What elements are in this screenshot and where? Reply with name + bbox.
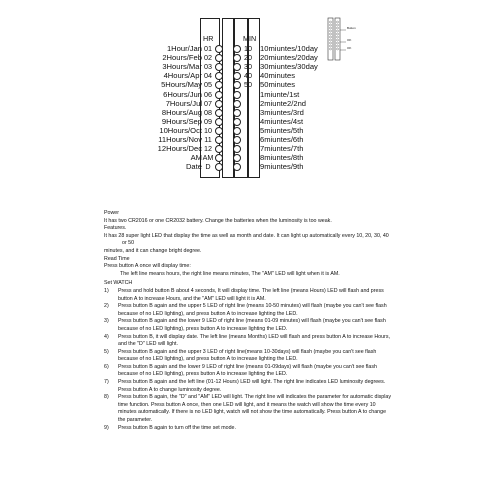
right-label: 7miuntes/7th <box>260 144 304 154</box>
hr-code: 04 <box>204 71 212 81</box>
step-line: Press button B again and the lower 9 LED of right line (means 01-09days) will flash (maybe you can't see flash <box>118 363 377 370</box>
step-line: because of no LED lighting), press button A to increase lighting the LED. <box>118 325 288 332</box>
hr-led <box>215 118 223 126</box>
left-label: 1Hour/Jan <box>166 44 202 53</box>
min-led <box>233 118 241 126</box>
step-line: Press button B, it will display date. The left line (means Months) LED will flash and press button A to increase Hours, <box>118 333 390 340</box>
step-body <box>118 334 474 349</box>
step-body <box>118 425 474 433</box>
right-label: 3miuntes/3rd <box>260 107 304 117</box>
min-header: MIN <box>243 34 257 43</box>
features-body1: It has 28 super light LED that display the time as well as month and date. It can light up automatically every 10, 20, 30, 40 <box>104 232 389 239</box>
min-code: 40 <box>244 71 252 81</box>
led-diagram <box>0 0 480 200</box>
step-number: 6) <box>104 363 109 370</box>
hr-led <box>215 127 223 135</box>
setwatch-heading: Set WATCH <box>104 280 133 287</box>
hr-code: 10 <box>204 125 212 135</box>
step-number: 4) <box>104 333 109 340</box>
right-label: 20miuntes/20day <box>260 53 318 63</box>
right-label: 40minutes <box>260 71 296 81</box>
left-label: 7Hours/Jul <box>165 98 202 108</box>
left-band <box>222 18 234 178</box>
right-label: 1miunte/1st <box>260 89 300 99</box>
hr-led <box>215 109 223 117</box>
features-body2: minutes, and it can change bright degree. <box>104 247 202 254</box>
power-body: It has two CR2016 or one CR2032 battery. Change the batteries when the luminosity is too weak. <box>104 217 332 224</box>
step-body <box>118 349 474 364</box>
hr-code: AM <box>202 153 214 163</box>
step-number: 2) <box>104 303 109 310</box>
readtime-line2: The left line means hours, the right line means minutes, The "AM" LED will light when it is AM. <box>120 270 340 277</box>
left-label: 4Hours/Apr <box>163 71 202 81</box>
step-item <box>104 379 474 394</box>
right-label: 6miuntes/6th <box>260 135 304 144</box>
step-number: 3) <box>104 318 109 325</box>
min-led <box>233 136 241 144</box>
step-body <box>118 364 474 379</box>
left-label: 6Hours/Jun <box>163 89 202 99</box>
step-item <box>104 425 474 433</box>
step-number: 7) <box>104 379 109 386</box>
step-line: Press button B again and the left line (01-12 Hours) LED will light. The right line indicates LED luminosity degrees. <box>118 379 386 386</box>
hr-code: 11 <box>204 135 212 144</box>
step-body <box>118 318 474 333</box>
step-line: time function. Press button A once, then one LED will light, and it means the watch will show the time every 10 <box>118 401 376 408</box>
step-body <box>118 288 474 303</box>
hr-code: 01 <box>204 44 212 53</box>
step-line: Press button B again, the "D" and "AM" LED will light. The right line will indicates the parameter for automatic display <box>118 394 391 401</box>
features-heading: Features. <box>104 225 127 232</box>
hr-led <box>215 91 223 99</box>
min-code: 30 <box>244 62 252 72</box>
hr-code: 12 <box>204 144 212 154</box>
step-number: 5) <box>104 348 109 355</box>
min-led <box>233 91 241 99</box>
hr-code: 07 <box>204 98 212 108</box>
min-code: 10 <box>244 44 252 53</box>
step-item <box>104 334 474 349</box>
min-led <box>233 100 241 108</box>
hr-led <box>215 45 223 53</box>
min-led <box>233 127 241 135</box>
step-item <box>104 364 474 379</box>
hr-code: 02 <box>204 53 212 63</box>
right-label: 5miuntes/5th <box>260 125 304 135</box>
left-label: 11Hours/Nov <box>158 135 202 144</box>
hr-code: 09 <box>204 116 212 126</box>
steps-list <box>104 288 474 432</box>
step-line: Press button A to change luminosity degree. <box>118 386 222 393</box>
right-label: 30miuntes/30day <box>260 62 318 72</box>
step-body <box>118 303 474 318</box>
step-line: Press button B again and the lower 9 LED of right line (means 01-09 minutes) will flash (maybe you can't see flash <box>118 318 386 325</box>
min-led <box>233 45 241 53</box>
left-label: 12Hours/Dec <box>157 144 202 154</box>
thumb-label-ok2: OK <box>347 46 352 50</box>
thumb-label-button: Button <box>347 26 356 30</box>
left-label: 5Hours/May <box>161 80 202 90</box>
power-heading: Power <box>104 210 120 216</box>
step-line: Press button B again and the upper 5 LED of right line (means 10-50 minutes) will flash (maybe you can't see flash <box>118 303 387 310</box>
left-label: 3Hours/Mar <box>162 62 202 72</box>
step-item <box>104 288 474 303</box>
step-item <box>104 318 474 333</box>
left-label: 9Hours/Sep <box>161 116 202 126</box>
thumb-label-ok1: OK <box>347 38 352 42</box>
min-code: 50 <box>244 80 252 90</box>
right-label: 9miuntes/9th <box>260 162 304 172</box>
step-item <box>104 394 474 424</box>
step-line: button A to increase Hours, and the "AM" LED will light it is AM. <box>118 295 266 302</box>
step-line: minutes automatically. If there is no LED light, watch will not show the time automatically. Press button A to change <box>118 409 387 416</box>
hr-code: 05 <box>204 80 212 90</box>
right-label: 2miunte2/2nd <box>260 98 307 108</box>
step-number: 1) <box>104 287 109 294</box>
hr-header: HR <box>203 34 214 43</box>
hr-led <box>215 136 223 144</box>
step-line: because of no LED lighting), and press button A to increase lighting the LED. <box>118 356 298 363</box>
step-number: 8) <box>104 394 109 401</box>
step-body <box>118 394 474 424</box>
step-body <box>118 379 474 394</box>
left-label: 2Hours/Feb <box>162 53 202 63</box>
step-line: and the "D" LED will light. <box>118 341 178 348</box>
hr-code: 03 <box>204 62 212 72</box>
hr-led <box>215 100 223 108</box>
step-line: because of no LED lighting), press button A to increase lighting the LED. <box>118 371 288 378</box>
hr-code: 06 <box>204 89 212 99</box>
left-label: 8Hours/Aug <box>161 107 202 117</box>
features-or: or 50 <box>122 240 135 247</box>
right-label: 10miuntes/10day <box>260 44 318 53</box>
step-line: Press button B again to turn off the time set mode. <box>118 424 236 431</box>
readtime-line1: Press button A once will display time: <box>104 263 191 270</box>
step-line: Press and hold button B about 4 seconds, It will display time. The left line (means Hours) LED will flash and press <box>118 287 384 294</box>
readtime-heading: Read Time <box>104 255 130 262</box>
right-label: 50minutes <box>260 80 296 90</box>
step-line: the parameter. <box>118 417 153 424</box>
instructions <box>104 210 474 432</box>
step-line: because of no LED lighting), and press button A to increase lighting the LED. <box>118 310 298 317</box>
right-label: 8miuntes/8th <box>260 153 304 163</box>
left-label: AM <box>190 153 202 163</box>
min-code: 20 <box>244 53 252 63</box>
hr-code: 08 <box>204 107 212 117</box>
hr-code: D <box>205 162 211 172</box>
step-line: Press button B again and the upper 3 LED of right line(means 10-30days) will flash (maybe you can't see flash <box>118 348 377 355</box>
step-item <box>104 303 474 318</box>
step-number: 9) <box>104 424 109 431</box>
step-item <box>104 349 474 364</box>
min-led <box>233 109 241 117</box>
left-label: Date <box>185 162 202 172</box>
thumbnail-watch <box>326 16 366 62</box>
left-label: 10Hours/Oct <box>159 125 202 135</box>
right-label: 4miuntes/4st <box>260 116 304 126</box>
